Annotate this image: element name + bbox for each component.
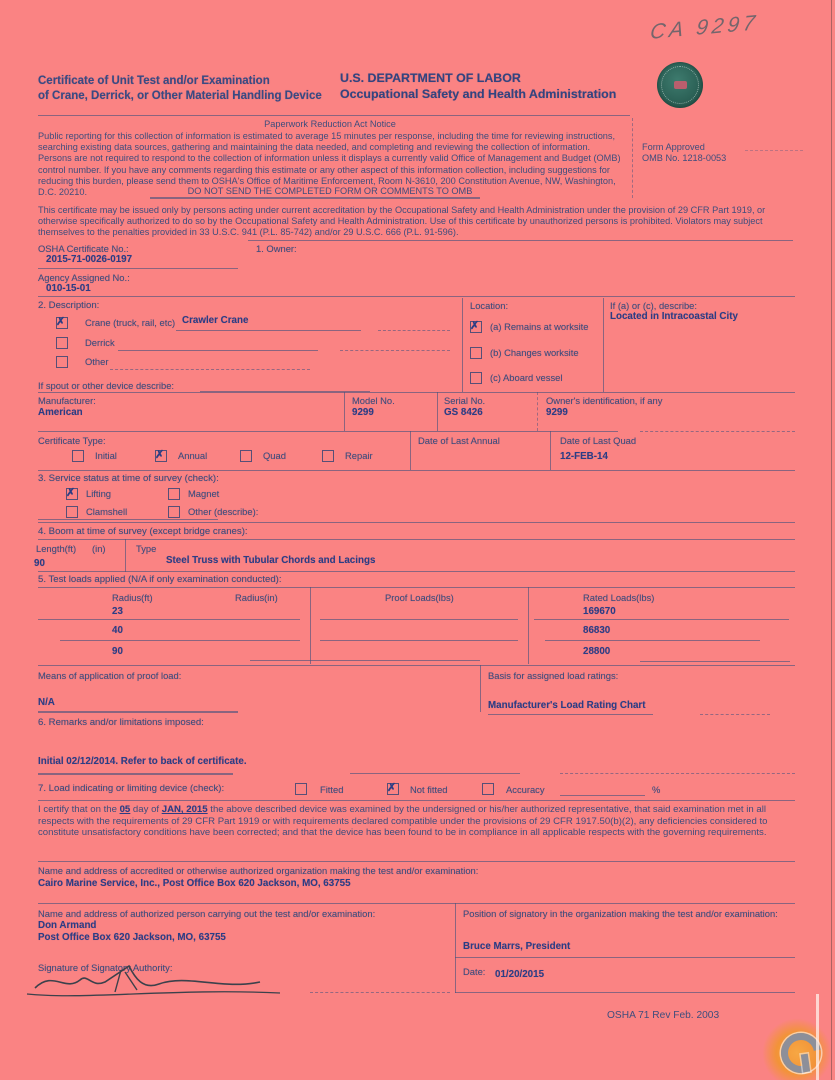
osha-certificate-number-label: OSHA Certificate No.:: [38, 243, 129, 254]
service-status-heading: 3. Service status at time of survey (check):: [38, 473, 219, 484]
divider-line: [344, 392, 345, 431]
divider-line: [38, 431, 618, 432]
certification-day: 05: [119, 804, 131, 815]
date-value: 01/20/2015: [495, 969, 545, 980]
check-mark: ✗: [470, 320, 480, 332]
location-describe-label: If (a) or (c), describe:: [610, 300, 697, 311]
check-mark: ✗: [66, 487, 76, 499]
divider-line: [340, 350, 450, 351]
check-mark: ✗: [56, 316, 66, 328]
boom-length-value: 90: [34, 558, 45, 569]
remarks-value: Initial 02/12/2014. Refer to back of certificate.: [38, 756, 247, 767]
initial-checkbox: [72, 450, 84, 462]
not-fitted-label: Not fitted: [410, 784, 448, 795]
divider-line: [437, 392, 438, 431]
form-approved-line2: OMB No. 1218-0053: [642, 153, 727, 164]
accuracy-label: Accuracy: [506, 784, 545, 795]
lifting-label: Lifting: [86, 488, 112, 499]
lifting-checkbox: [66, 488, 78, 500]
divider-line: [38, 519, 218, 520]
boom-type-value: Steel Truss with Tubular Chords and Lacings: [166, 555, 376, 566]
crane-label: Crane (truck, rail, etc): [85, 317, 176, 328]
serial-number-value: GS 8426: [444, 407, 483, 418]
divider-line: [38, 861, 795, 862]
divider-line: [248, 240, 793, 241]
divider-line: [320, 640, 518, 641]
form-number-footer: OSHA 71 Rev Feb. 2003: [607, 1010, 720, 1021]
agency-assigned-number-label: Agency Assigned No.:: [38, 272, 130, 283]
divider-line: [38, 539, 795, 540]
seal-core: [674, 81, 687, 89]
manufacturer-label: Manufacturer:: [38, 395, 96, 406]
col-radius-ft: Radius(ft): [112, 592, 153, 603]
date-last-quad-label: Date of Last Quad: [560, 435, 637, 446]
divider-line: [378, 330, 450, 331]
authorized-person-name: Don Armand: [38, 920, 97, 931]
basis-load-ratings-value: Manufacturer's Load Rating Chart: [488, 700, 646, 711]
other-device-checkbox: [56, 356, 68, 368]
certification-middle: day of: [130, 804, 162, 815]
fitted-label: Fitted: [320, 784, 344, 795]
location-b-label: (b) Changes worksite: [490, 347, 579, 358]
row2-radius-ft: 90: [112, 646, 123, 657]
percent-sign: %: [652, 784, 661, 795]
form-title-line2: of Crane, Derrick, or Other Material Handling Device: [38, 90, 322, 102]
boom-length-ft-label: Length(ft): [36, 543, 77, 554]
load-device-heading: 7. Load indicating or limiting device (check):: [38, 783, 225, 794]
divider-line: [38, 268, 238, 269]
serial-number-label: Serial No.: [444, 395, 486, 406]
means-of-proof-load-label: Means of application of proof load:: [38, 670, 182, 681]
other-device-label: Other: [85, 356, 109, 367]
divider-line: [110, 369, 310, 370]
repair-checkbox: [322, 450, 334, 462]
row1-rated-load: 86830: [583, 625, 611, 636]
divider-line: [537, 392, 538, 431]
divider-line: [38, 571, 795, 572]
department-of-labor-seal-icon: [657, 62, 703, 108]
handwritten-note: CA 9297: [648, 11, 761, 44]
certification-body: the above described device was examined by the undersigned or his/her authorized representative, that said examination met in all respects with the requirements of 29 CFR Part 1919 or with requirements declared compatible under the provisions of 29 CFR 1917.50(b)(2), any deficiencies considered to constitute unsatisfactory conditions have been corrected; and that the device has been found to be in compliance in all applicable respects with the governing requirements.: [38, 804, 768, 839]
divider-line: [410, 431, 411, 470]
divider-line: [550, 431, 551, 470]
quad-checkbox: [240, 450, 252, 462]
divider-line: [480, 665, 481, 712]
authorized-person-address: Post Office Box 620 Jackson, MO, 63755: [38, 932, 226, 943]
date-last-annual-label: Date of Last Annual: [418, 435, 500, 446]
divider-line: [640, 431, 795, 432]
signature-scribble: [25, 958, 305, 1003]
crane-value: Crawler Crane: [182, 315, 249, 326]
model-number-label: Model No.: [352, 395, 395, 406]
certification-prefix: I certify that on the: [38, 804, 120, 815]
osha-certificate-number-value: 2015-71-0026-0197: [46, 254, 133, 265]
owner-label: 1. Owner:: [256, 243, 297, 254]
location-a-checkbox: [470, 321, 482, 333]
divider-line: [38, 470, 795, 471]
divider-line: [455, 992, 795, 993]
divider-line: [640, 661, 790, 662]
owner-identification-value: 9299: [546, 407, 568, 418]
divider-line: [560, 795, 645, 796]
divider-line: [38, 296, 795, 297]
position-value: Bruce Marrs, President: [463, 941, 571, 952]
divider-line: [488, 714, 653, 715]
divider-line: [250, 660, 480, 661]
divider-line: [38, 115, 630, 116]
accreditation-notice: This certificate may be issued only by persons acting under current accreditation by the Occupational Safety and Health Administration under the provision of 29 CFR Part 1919, or otherwise specifically authorized to do so by the Occupational Safety and Health Administration. Use of this certificate by unauthorized persons is prohibited. Violators may subject themselves to the penalties provided in 33 U.S.C. 941 (P.L. 85-742) and/or 29 U.S.C. 666 (P.L. 91-596).: [38, 205, 766, 238]
date-last-quad-value: 12-FEB-14: [560, 451, 608, 462]
paperwork-notice-warning: DO NOT SEND THE COMPLETED FORM OR COMMENTS TO OMB: [187, 186, 473, 196]
divider-line: [320, 619, 518, 620]
divider-line: [534, 619, 789, 620]
test-loads-heading: 5. Test loads applied (N/A if only examination conducted):: [38, 574, 282, 585]
scan-edge-line: [831, 0, 832, 1080]
col-proof-loads: Proof Loads(lbs): [385, 592, 454, 603]
magnet-label: Magnet: [188, 488, 220, 499]
boom-heading: 4. Boom at time of survey (except bridge cranes):: [38, 526, 248, 537]
divider-line: [38, 903, 795, 904]
means-of-proof-load-value: N/A: [38, 697, 55, 708]
divider-line: [462, 298, 463, 392]
derrick-label: Derrick: [85, 337, 115, 348]
row1-radius-ft: 40: [112, 625, 123, 636]
divider-line: [38, 800, 795, 801]
crane-checkbox: [56, 317, 68, 329]
divider-line: [632, 118, 633, 198]
check-mark: ✗: [155, 449, 165, 461]
location-c-label: (c) Aboard vessel: [490, 372, 563, 383]
divider-line: [38, 773, 233, 775]
row2-rated-load: 28800: [583, 646, 611, 657]
divider-line: [745, 150, 803, 151]
divider-line: [38, 392, 795, 393]
divider-line: [560, 773, 795, 774]
divider-line: [118, 350, 318, 351]
col-radius-in: Radius(in): [235, 592, 278, 603]
date-label: Date:: [463, 966, 486, 977]
divider-line: [455, 957, 795, 958]
divider-line: [38, 587, 795, 588]
divider-line: [528, 587, 529, 664]
spout-describe-label: If spout or other device describe:: [38, 380, 175, 391]
divider-line: [310, 587, 311, 664]
crane-watermark-logo-icon: [762, 1018, 832, 1080]
divider-line: [176, 330, 361, 331]
accuracy-checkbox: [482, 783, 494, 795]
description-heading: 2. Description:: [38, 300, 100, 311]
divider-line: [350, 773, 520, 774]
paperwork-notice-title: Paperwork Reduction Act Notice: [264, 119, 396, 129]
divider-line: [603, 298, 604, 392]
department-line1: U.S. DEPARTMENT OF LABOR: [340, 71, 521, 85]
clamshell-label: Clamshell: [86, 506, 128, 517]
remarks-heading: 6. Remarks and/or limitations imposed:: [38, 717, 204, 728]
annual-checkbox: [155, 450, 167, 462]
repair-label: Repair: [345, 450, 373, 461]
scan-edge-highlight: [816, 994, 819, 1080]
paperwork-notice-body: Public reporting for this collection of information is estimated to average 15 minutes per response, including the time for reviewing instructions, searching existing data sources, gathering and maintaining the data needed, and completing and reviewing the collection of information. Persons are not required to respond to the collection of information unless it displays a currently valid Office of Management and Budget (OMB) control number. If you have any comments regarding this estimate or any other aspect of this information collection, including suggestions for reducing this burden, please send them to OSHA's Office of Maritime Enforcement, Room N-3610, 200 Constitution Avenue, NW, Washington, D.C. 20210.: [38, 131, 621, 198]
department-header: [340, 71, 660, 102]
divider-line: [700, 714, 770, 715]
manufacturer-value: American: [38, 407, 83, 418]
divider-line: [38, 522, 795, 523]
certification-date: JAN, 2015: [161, 804, 208, 815]
hook-glyph: [773, 1025, 829, 1080]
col-rated-loads: Rated Loads(lbs): [583, 592, 655, 603]
service-other-checkbox: [168, 506, 180, 518]
quad-label: Quad: [263, 450, 286, 461]
organization-label: Name and address of accredited or otherwise authorized organization making the test and/or examination:: [38, 865, 479, 876]
form-title: [38, 74, 338, 104]
not-fitted-checkbox: [387, 783, 399, 795]
agency-assigned-number-value: 010-15-01: [46, 283, 91, 294]
divider-line: [38, 711, 238, 713]
divider-line: [150, 197, 480, 199]
boom-type-label: Type: [136, 543, 157, 554]
location-heading: Location:: [470, 300, 509, 311]
divider-line: [60, 640, 300, 641]
derrick-checkbox: [56, 337, 68, 349]
owner-identification-label: Owner's identification, if any: [546, 395, 663, 406]
divider-line: [38, 665, 795, 666]
clamshell-checkbox: [66, 506, 78, 518]
fitted-checkbox: [295, 783, 307, 795]
basis-load-ratings-label: Basis for assigned load ratings:: [488, 670, 619, 681]
form-approved-line1: Form Approved: [642, 142, 705, 152]
certificate-type-label: Certificate Type:: [38, 435, 106, 446]
annual-label: Annual: [178, 450, 208, 461]
check-mark: ✗: [387, 782, 397, 794]
location-c-checkbox: [470, 372, 482, 384]
divider-line: [125, 539, 126, 572]
location-describe-value: Located in Intracoastal City: [610, 311, 738, 322]
divider-line: [310, 992, 450, 993]
department-line2: Occupational Safety and Health Administration: [340, 86, 617, 101]
row0-radius-ft: 23: [112, 606, 123, 617]
location-b-checkbox: [470, 347, 482, 359]
authorized-person-label: Name and address of authorized person carrying out the test and/or examination:: [38, 908, 376, 919]
initial-label: Initial: [95, 450, 117, 461]
boom-length-in-label: (in): [92, 543, 106, 554]
position-label: Position of signatory in the organization making the test and/or examination:: [463, 908, 778, 919]
form-approved-block: [642, 142, 737, 164]
form-title-line1: Certificate of Unit Test and/or Examination: [38, 75, 270, 87]
magnet-checkbox: [168, 488, 180, 500]
divider-line: [455, 903, 456, 993]
model-number-value: 9299: [352, 407, 374, 418]
certification-statement: [38, 804, 786, 839]
signature-label: Signature of Signatory Authority:: [38, 962, 173, 973]
organization-value: Cairo Marine Service, Inc., Post Office Box 620 Jackson, MO, 63755: [38, 878, 351, 889]
divider-line: [545, 640, 760, 641]
divider-line: [38, 619, 300, 620]
row0-rated-load: 169670: [583, 606, 616, 617]
location-a-label: (a) Remains at worksite: [490, 321, 589, 332]
service-other-label: Other (describe):: [188, 506, 259, 517]
